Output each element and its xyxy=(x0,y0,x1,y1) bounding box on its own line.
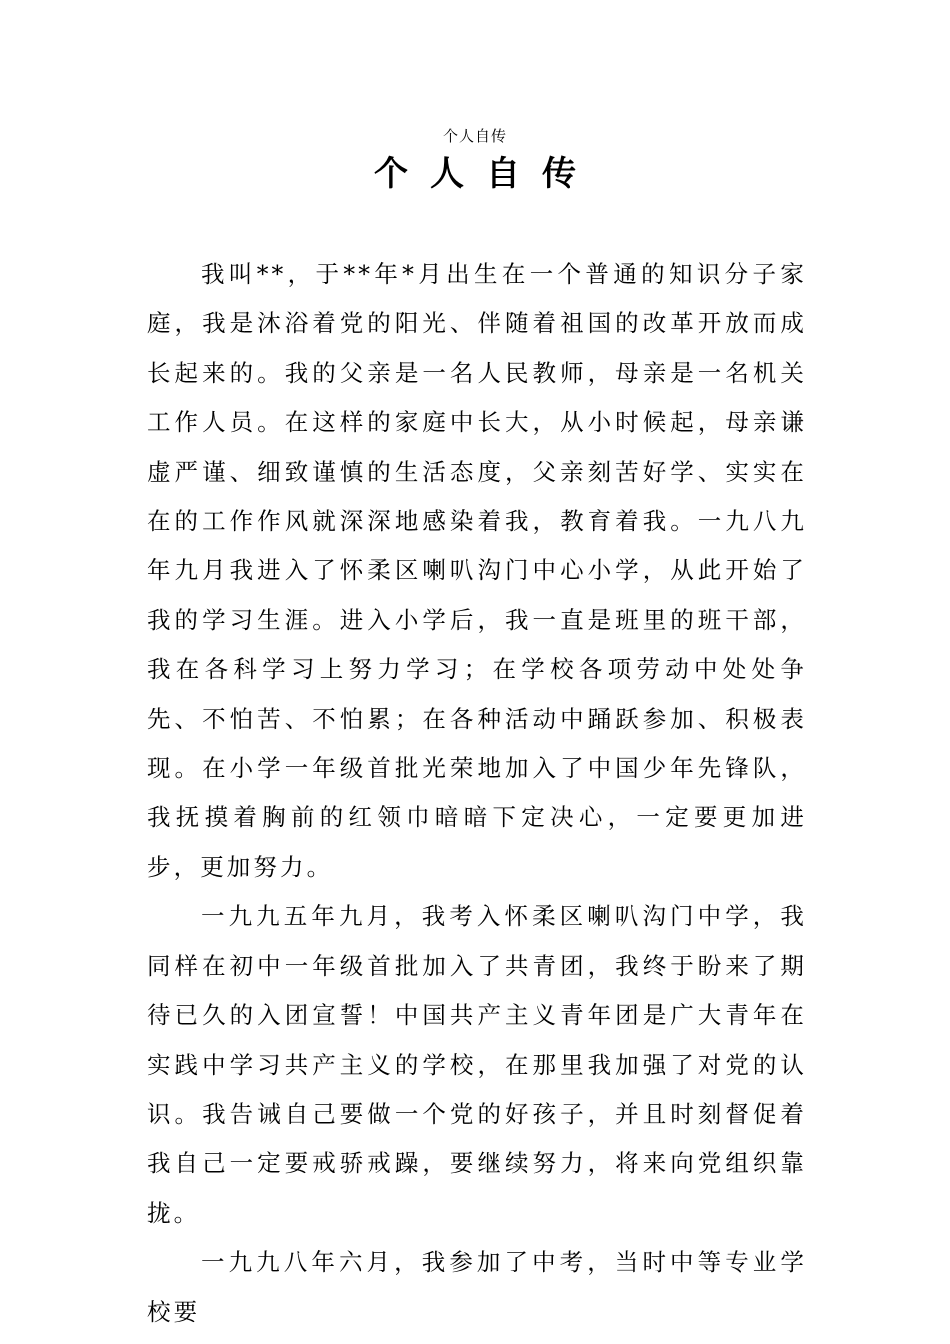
page-title: 个人自传 xyxy=(374,154,598,194)
paragraph-1: 我叫**，于**年*月出生在一个普通的知识分子家庭，我是沐浴着党的阳光、伴随着祖国的改革开放而成长起来的。我的父亲是一名人民教师，母亲是一名机关工作人员。在这样的家庭中长大，从小时候起，母亲谦虚严谨、细致谨慎的生活态度，父亲刻苦好学、实实在在的工作作风就深深地感染着我，教育着我。一九八九年九月我进入了怀柔区喇叭沟门中心小学，从此开始了我的学习生涯。进入小学后，我一直是班里的班干部，我在各科学习上努力学习；在学校各项劳动中处处争先、不怕苦、不怕累；在各种活动中踊跃参加、积极表现。在小学一年级首批光荣地加入了中国少年先锋队，我抚摸着胸前的红领巾暗暗下定决心，一定要更加进步，更加努力。 xyxy=(147,260,807,881)
paragraph-2: 一九九五年九月，我考入怀柔区喇叭沟门中学，我同样在初中一年级首批加入了共青团，我终于盼来了期待已久的入团宣誓！中国共产主义青年团是广大青年在实践中学习共产主义的学校，在那里我加强了对党的认识。我告诫自己要做一个党的好孩子，并且时刻督促着我自己一定要戒骄戒躁，要继续努力，将来向党组织靠拢。 xyxy=(147,902,807,1227)
paragraph-3: 一九九八年六月，我参加了中考，当时中等专业学校要 xyxy=(147,1248,807,1326)
running-header: 个人自传 xyxy=(442,127,507,145)
document-body xyxy=(147,250,807,1337)
